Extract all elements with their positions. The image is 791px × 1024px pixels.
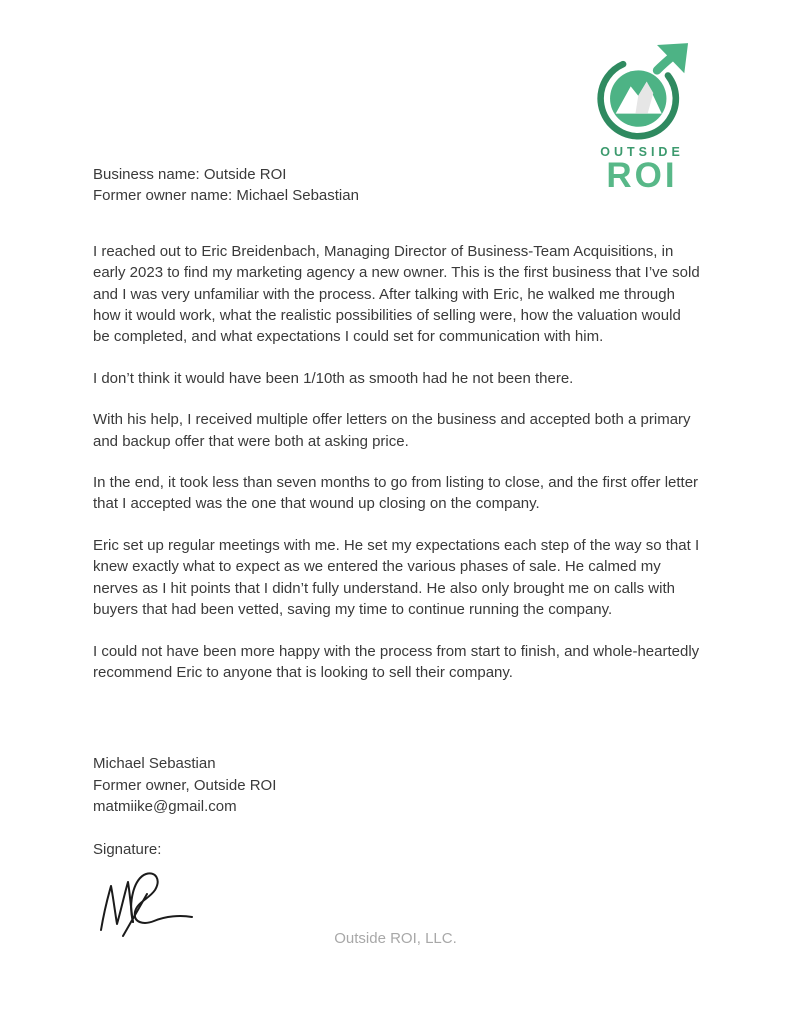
signoff-email: matmiike@gmail.com — [93, 798, 237, 816]
business-name-line: Business name: Outside ROI — [93, 166, 287, 183]
mountain-growth-arrow-icon — [595, 42, 689, 142]
signoff-name: Michael Sebastian — [93, 755, 216, 773]
paragraph-1: I reached out to Eric Breidenbach, Managing Director of Business-Team Acquisitions, in early 2023 to find my marketing agency a new owner. This is the first business that I’ve sold and I was very unfamiliar with the process. After talking with Eric, he walked me through how it would work, what the realistic possibilities of selling were, how the valuation would be completed, and what expectations I could set for communication with him. — [93, 242, 700, 346]
signature-label: Signature: — [93, 840, 162, 858]
signoff-title: Former owner, Outside ROI — [93, 776, 277, 794]
paragraph-5: Eric set up regular meetings with me. He set my expectations each step of the way so that I knew exactly what to expect as we entered the various phases of sale. He calmed my nerves as I hit points that I didn’t fully understand. He also only brought me on calls with buyers that had been vetted, saving my time to continue running the company. — [93, 536, 700, 619]
paragraph-3: With his help, I received multiple offer letters on the business and accepted both a primary and backup offer that were both at asking price. — [93, 411, 691, 450]
footer-company-name: Outside ROI, LLC. — [334, 930, 457, 947]
logo-wordmark-roi: ROI — [606, 156, 678, 195]
paragraph-2: I don’t think it would have been 1/10th as smooth had he not been there. — [93, 369, 574, 387]
former-owner-line: Former owner name: Michael Sebastian — [93, 187, 359, 205]
paragraph-4: In the end, it took less than seven months to go from listing to close, and the first offer letter that I accepted was the one that wound up closing on the company. — [93, 474, 699, 513]
company-logo — [595, 42, 689, 195]
logo-wordmark-outside: OUTSIDE — [600, 145, 684, 159]
paragraph-6: I could not have been more happy with the process from start to finish, and whole-heartedly recommend Eric to anyone that is looking to sell their company. — [93, 642, 700, 681]
letter-body — [93, 241, 701, 684]
signoff-block — [93, 753, 701, 817]
